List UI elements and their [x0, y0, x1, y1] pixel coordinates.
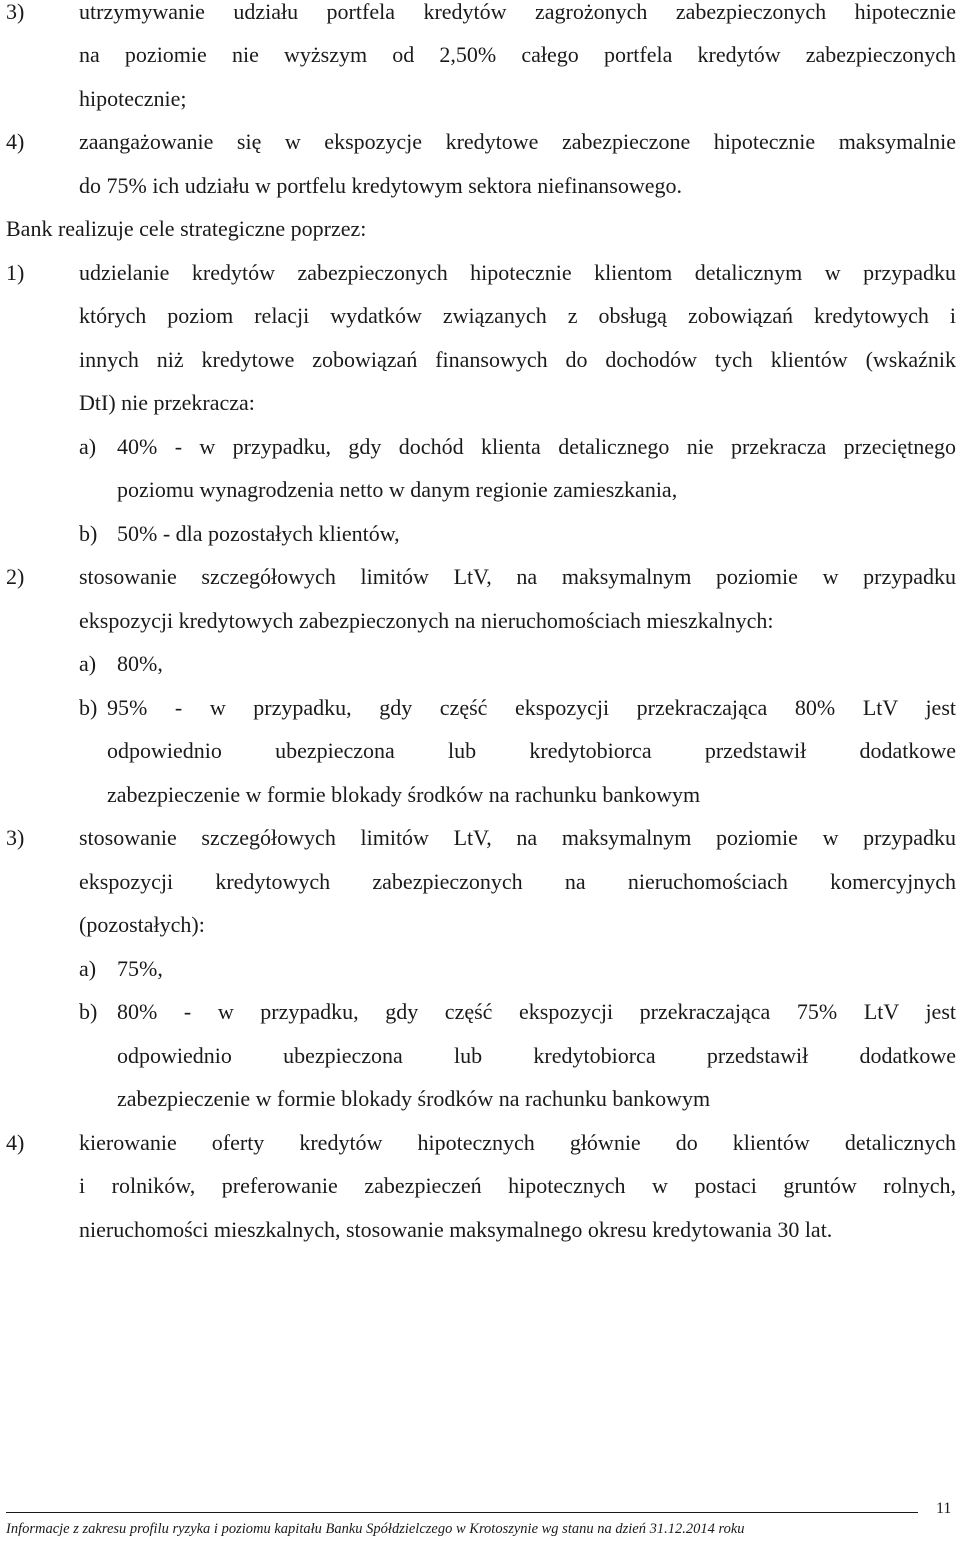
paragraph-line: stosowanie szczegółowych limitów LtV, na maksymalnym poziomie w przypadku: [79, 825, 956, 850]
paragraph-line: kierowanie oferty kredytów hipotecznych głównie do klientów detalicznych: [79, 1130, 956, 1155]
paragraph-line: 95% - w przypadku, gdy część ekspozycji przekraczająca 80% LtV jest: [107, 695, 956, 720]
paragraph-line: innych niż kredytowe zobowiązań finansowych do dochodów tych klientów (wskaźnik: [79, 347, 956, 372]
list-number: 4): [6, 129, 25, 154]
paragraph-line: odpowiednio ubezpieczona lub kredytobiorca przedstawił dodatkowe: [107, 738, 956, 763]
paragraph-line: ekspozycji kredytowych zabezpieczonych na nieruchomościach mieszkalnych:: [79, 608, 774, 633]
paragraph-line: 50% - dla pozostałych klientów,: [117, 521, 400, 546]
paragraph-line: (pozostałych):: [79, 912, 205, 937]
list-number: 3): [6, 825, 25, 850]
paragraph-line: 40% - w przypadku, gdy dochód klienta detalicznego nie przekracza przeciętnego: [117, 434, 956, 459]
intro-text: Bank realizuje cele strategiczne poprzez:: [6, 216, 367, 241]
paragraph-line: nieruchomości mieszkalnych, stosowanie maksymalnego okresu kredytowania 30 lat.: [79, 1217, 833, 1242]
paragraph-line: DtI) nie przekracza:: [79, 390, 255, 415]
list-number: 3): [6, 0, 25, 24]
paragraph-line: których poziom relacji wydatków związanych z obsługą zobowiązań kredytowych i: [79, 303, 956, 328]
paragraph-line: do 75% ich udziału w portfelu kredytowym sektora niefinansowego.: [79, 173, 683, 198]
footer-divider: [6, 1512, 918, 1513]
paragraph-line: zabezpieczenie w formie blokady środków na rachunku bankowym: [107, 782, 701, 807]
list-number: 1): [6, 260, 25, 285]
paragraph-line: ekspozycji kredytowych zabezpieczonych na nieruchomościach komercyjnych: [79, 869, 956, 894]
list-number: 2): [6, 564, 25, 589]
paragraph-line: na poziomie nie wyższym od 2,50% całego portfela kredytów zabezpieczonych: [79, 42, 956, 67]
paragraph-line: odpowiednio ubezpieczona lub kredytobiorca przedstawił dodatkowe: [117, 1043, 956, 1068]
sublist-label: b): [79, 999, 98, 1024]
paragraph-line: stosowanie szczegółowych limitów LtV, na maksymalnym poziomie w przypadku: [79, 564, 956, 589]
page-number: 11: [936, 1500, 952, 1517]
paragraph-line: udzielanie kredytów zabezpieczonych hipotecznie klientom detalicznym w przypadku: [79, 260, 956, 285]
list-number: 4): [6, 1130, 25, 1155]
footer-text: Informacje z zakresu profilu ryzyka i poziomu kapitału Banku Spółdzielczego w Krotoszynie wg stanu na dzień 31.12.2014 roku: [6, 1521, 745, 1537]
paragraph-line: poziomu wynagrodzenia netto w danym regionie zamieszkania,: [117, 477, 678, 502]
sublist-label: b): [79, 695, 98, 720]
paragraph-line: utrzymywanie udziału portfela kredytów zagrożonych zabezpieczonych hipotecznie: [79, 0, 956, 24]
sublist-label: b): [79, 521, 98, 546]
paragraph-line: 75%,: [117, 956, 163, 981]
paragraph-line: zabezpieczenie w formie blokady środków na rachunku bankowym: [117, 1086, 711, 1111]
sublist-label: a): [79, 651, 97, 676]
sublist-label: a): [79, 956, 97, 981]
paragraph-line: 80%,: [117, 651, 163, 676]
paragraph-line: hipotecznie;: [79, 86, 187, 111]
paragraph-line: i rolników, preferowanie zabezpieczeń hipotecznych w postaci gruntów rolnych,: [79, 1173, 956, 1198]
paragraph-line: 80% - w przypadku, gdy część ekspozycji przekraczająca 75% LtV jest: [117, 999, 956, 1024]
paragraph-line: zaangażowanie się w ekspozycje kredytowe zabezpieczone hipotecznie maksymalnie: [79, 129, 956, 154]
sublist-label: a): [79, 434, 97, 459]
